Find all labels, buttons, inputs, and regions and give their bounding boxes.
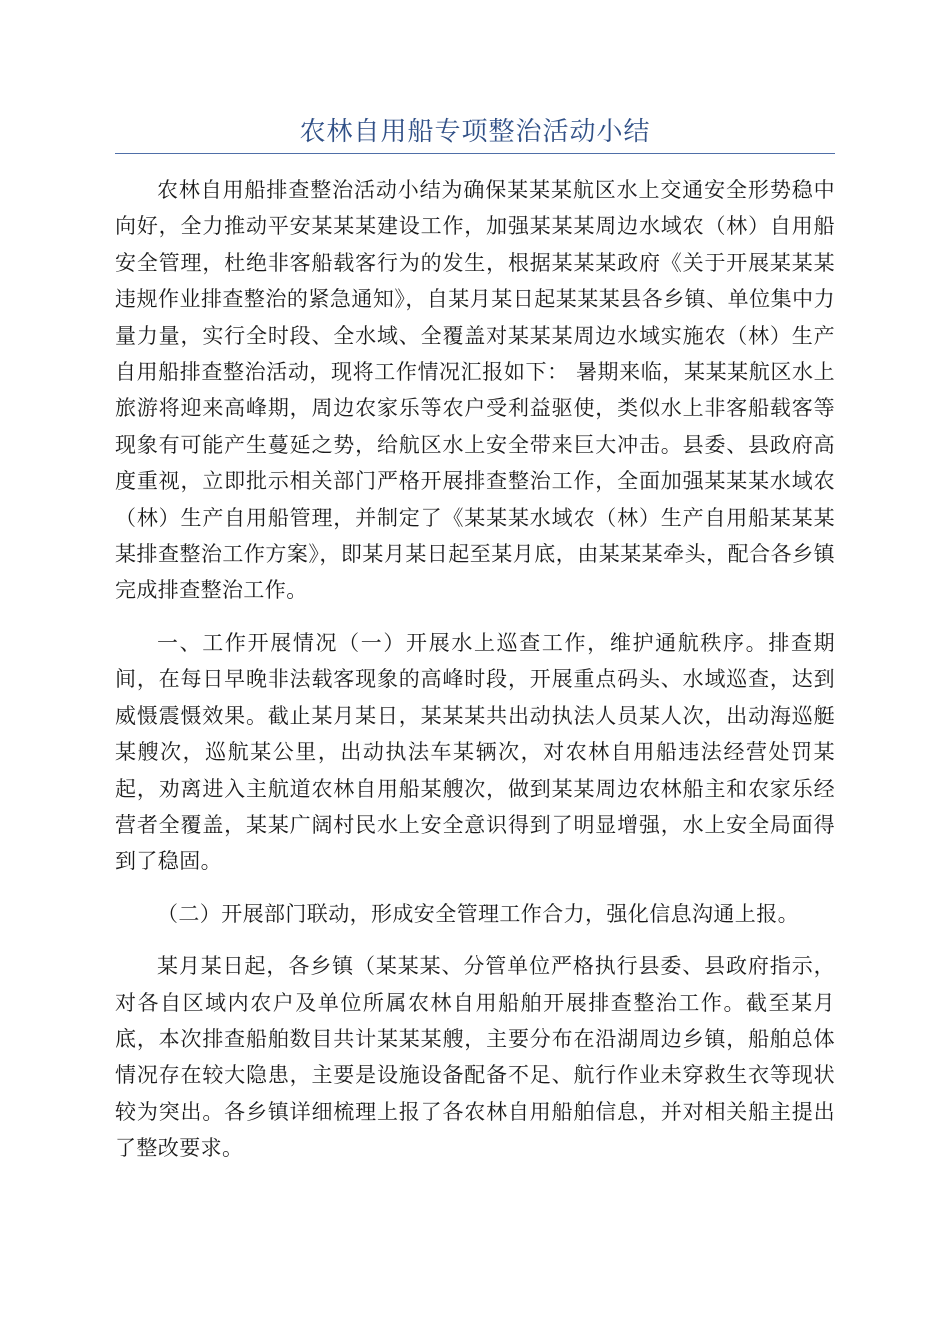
paragraph-township-inspection: 某月某日起，各乡镇（某某某、分管单位严格执行县委、县政府指示，对各自区域内农户及单位所属农林自用船舶开展排查整治工作。截至某月底，本次排查船舶数目共计某某某艘，主要分布在沿湖周边乡镇，船舶总体情况存在较大隐患，主要是设施设备配备不足、航行作业未穿救生衣等现状较为突出。各乡镇详细梳理上报了各农林自用船舶信息，并对相关船主提出了整改要求。: [115, 954, 835, 1161]
document-title: 农林自用船专项整治活动小结: [299, 117, 651, 147]
paragraph-intro: 农林自用船排查整治活动小结为确保某某某航区水上交通安全形势稳中向好，全力推动平安某某某建设工作，加强某某某周边水域农（林）自用船安全管理，杜绝非客船载客行为的发生，根据某某某政府《关于开展某某某违规作业排查整治的紧急通知》，自某月某日起某某某县各乡镇、单位集中力量力量，实行全时段、全水域、全覆盖对某某某周边水域实施农（林）生产自用船排查整治活动，现将工作情况汇报如下： 暑期来临，某某某航区水上旅游将迎来高峰期，周边农家乐等农户受利益驱使，类似水上非客船载客等现象有可能产生蔓延之势，给航区水上安全带来巨大冲击。县委、县政府高度重视，立即批示相关部门严格开展排查整治工作，全面加强某某某水域农（林）生产自用船管理，并制定了《某某某水域农（林）生产自用船某某某某排查整治工作方案》，即某月某日起至某月底，由某某某牵头，配合各乡镇完成排查整治工作。: [115, 178, 835, 603]
title-underline: [115, 153, 835, 154]
paragraph-work-progress: 一、工作开展情况（一）开展水上巡查工作，维护通航秩序。排查期间，在每日早晚非法载客现象的高峰时段，开展重点码头、水域巡查，达到威慑震慑效果。截止某月某日，某某某共出动执法人员某人次，出动海巡艇某艘次，巡航某公里，出动执法车某辆次，对农林自用船违法经营处罚某起，劝离进入主航道农林自用船某艘次，做到某某周边农林船主和农家乐经营者全覆盖，某某广阔村民水上安全意识得到了明显增强，水上安全局面得到了稳固。: [115, 630, 835, 874]
paragraph-section-heading-two: （二）开展部门联动，形成安全管理工作合力，强化信息沟通上报。: [157, 901, 799, 926]
document-body: [115, 172, 835, 1167]
